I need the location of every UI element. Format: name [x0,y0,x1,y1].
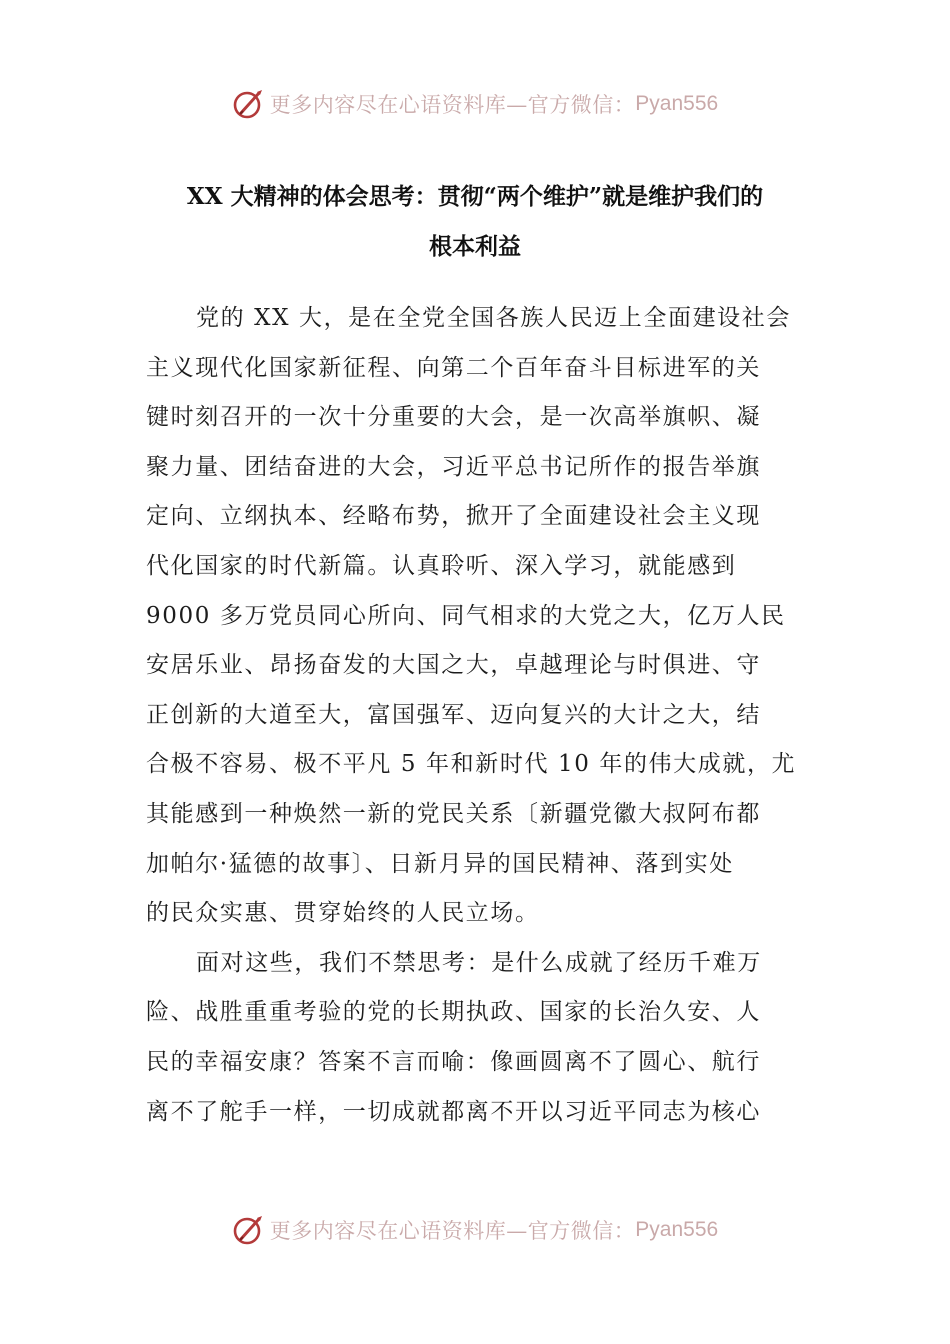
pen-logo-icon [232,1213,266,1247]
footer-watermark [0,1208,950,1252]
watermark-text: 更多内容尽在心语资料库—官方微信： [269,93,636,117]
text-line: 党的 XX 大，是在全党全国各族人民迈上全面建设社会 [196,305,791,331]
paragraph [146,939,806,1137]
text-line: 安居乐业、昂扬奋发的大国之大，卓越理论与时俱进、守 [146,652,761,679]
wechat-id: Pyan556 [635,92,719,115]
text-line: 主义现代化国家新征程、向第二个百年奋斗目标进军的关 [146,354,761,381]
text-line: 险、战胜重重考验的党的长期执政、国家的长治久安、人 [146,999,761,1026]
wechat-id: Pyan556 [635,1218,719,1241]
text-line: 的民众实惠、贯穿始终的人民立场。 [146,900,540,927]
text-line: 面对这些，我们不禁思考：是什么成就了经历千难万 [196,949,762,976]
title-line: 根本利益 [429,233,521,260]
paragraph [146,294,806,939]
text-line: 代化国家的时代新篇。认真聆听、深入学习，就能感到 [146,552,737,579]
text-line: 民的幸福安康？答案不言而喻：像画圆离不了圆心、航行 [146,1048,761,1075]
text-line: 键时刻召开的一次十分重要的大会，是一次高举旗帜、凝 [146,404,761,431]
text-line: 9000 多万党员同心所向、同气相求的大党之大，亿万人民 [146,602,786,629]
text-line: 合极不容易、极不平凡 5 年和新时代 10 年的伟大成就，尤 [146,751,797,778]
text-line: 加帕尔·猛德的故事〕、日新月异的国民精神、落到实处 [146,850,734,877]
header-watermark [0,82,950,126]
text-line: 聚力量、团结奋进的大会，习近平总书记所作的报告举旗 [146,453,761,480]
text-line: 离不了舵手一样，一切成就都离不开以习近平同志为核心 [146,1098,761,1125]
text-line: 其能感到一种焕然一新的党民关系〔新疆党徽大叔阿布都 [146,800,761,827]
document-body [146,294,806,1137]
watermark-text: 更多内容尽在心语资料库—官方微信： [269,1219,636,1243]
document-title [140,172,810,272]
pen-logo-icon [232,87,266,121]
title-line: XX 大精神的体会思考：贯彻“两个维护”就是维护我们的 [186,183,764,210]
text-line: 定向、立纲执本、经略布势，掀开了全面建设社会主义现 [146,503,761,530]
text-line: 正创新的大道至大，富国强军、迈向复兴的大计之大，结 [146,701,761,728]
